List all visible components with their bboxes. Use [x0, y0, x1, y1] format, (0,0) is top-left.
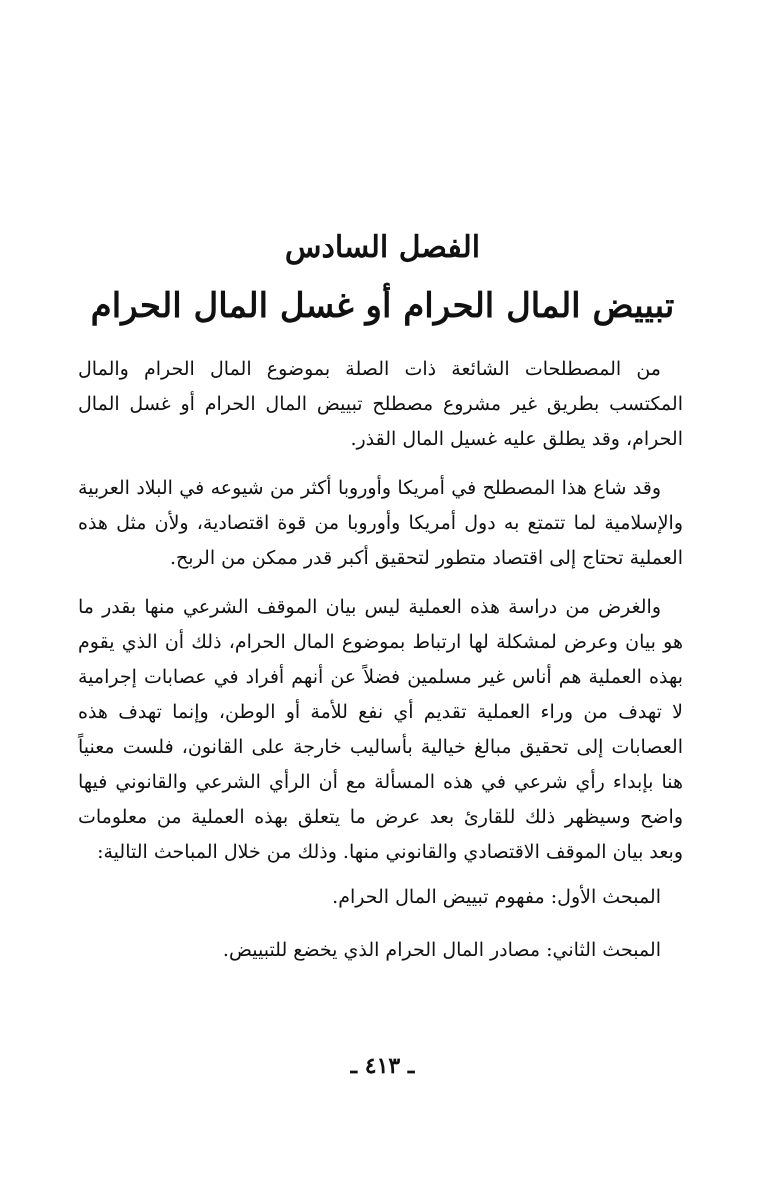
chapter-title: تبييض المال الحرام أو غسل المال الحرام — [90, 286, 675, 326]
paragraph-intro: من المصطلحات الشائعة ذات الصلة بموضوع المال الحرام والمال المكتسب بطريق غير مشروع مصطلح تبييض المال الحرام أو غسل المال الحرام، وقد يطلق عليه غسيل المال القذر. — [78, 358, 683, 450]
body-text — [78, 352, 683, 968]
paragraph-purpose: والغرض من دراسة هذه العملية ليس بيان الموقف الشرعي منها بقدر ما هو بيان وعرض لمشكلة لها ارتباط بموضوع المال الحرام، ذلك أن الذي يقوم بهذه العملية هم أناس غير مسلمين فضلاً عن أنهم أفراد في عصابات إجرامية لا تهدف من وراء العملية تقديم أي نفع للأمة أو الوطن، وإنما تهدف هذه العصابات إلى تحقيق مبالغ خيالية بأساليب خارجة على القانون، فلست معنياً هنا بإبداء رأي شرعي في هذه المسألة مع أن الرأي الشرعي والقانوني فيها واضح وسيظهر ذلك للقارئ بعد عرض ما يتعلق بهذه العملية من معلومات وبعد بيان الموقف الاقتصادي والقانوني منها. وذلك من خلال المباحث التالية: — [78, 596, 683, 863]
paragraph-spread: وقد شاع هذا المصطلح في أمريكا وأوروبا أكثر من شيوعه في البلاد العربية والإسلامية لما تتمتع به دول أمريكا وأوروبا من قوة اقتصادية، ولأن مثل هذه العملية تحتاج إلى اقتصاد متطور لتحقيق أكبر قدر ممكن من الربح. — [78, 477, 683, 569]
section-item-first: المبحث الأول: مفهوم تبييض المال الحرام. — [332, 886, 661, 908]
section-item-second: المبحث الثاني: مصادر المال الحرام الذي يخضع للتبييض. — [222, 939, 661, 961]
chapter-label: الفصل السادس — [284, 230, 481, 265]
page-number: ـ ٤١٣ ـ — [350, 1053, 415, 1079]
